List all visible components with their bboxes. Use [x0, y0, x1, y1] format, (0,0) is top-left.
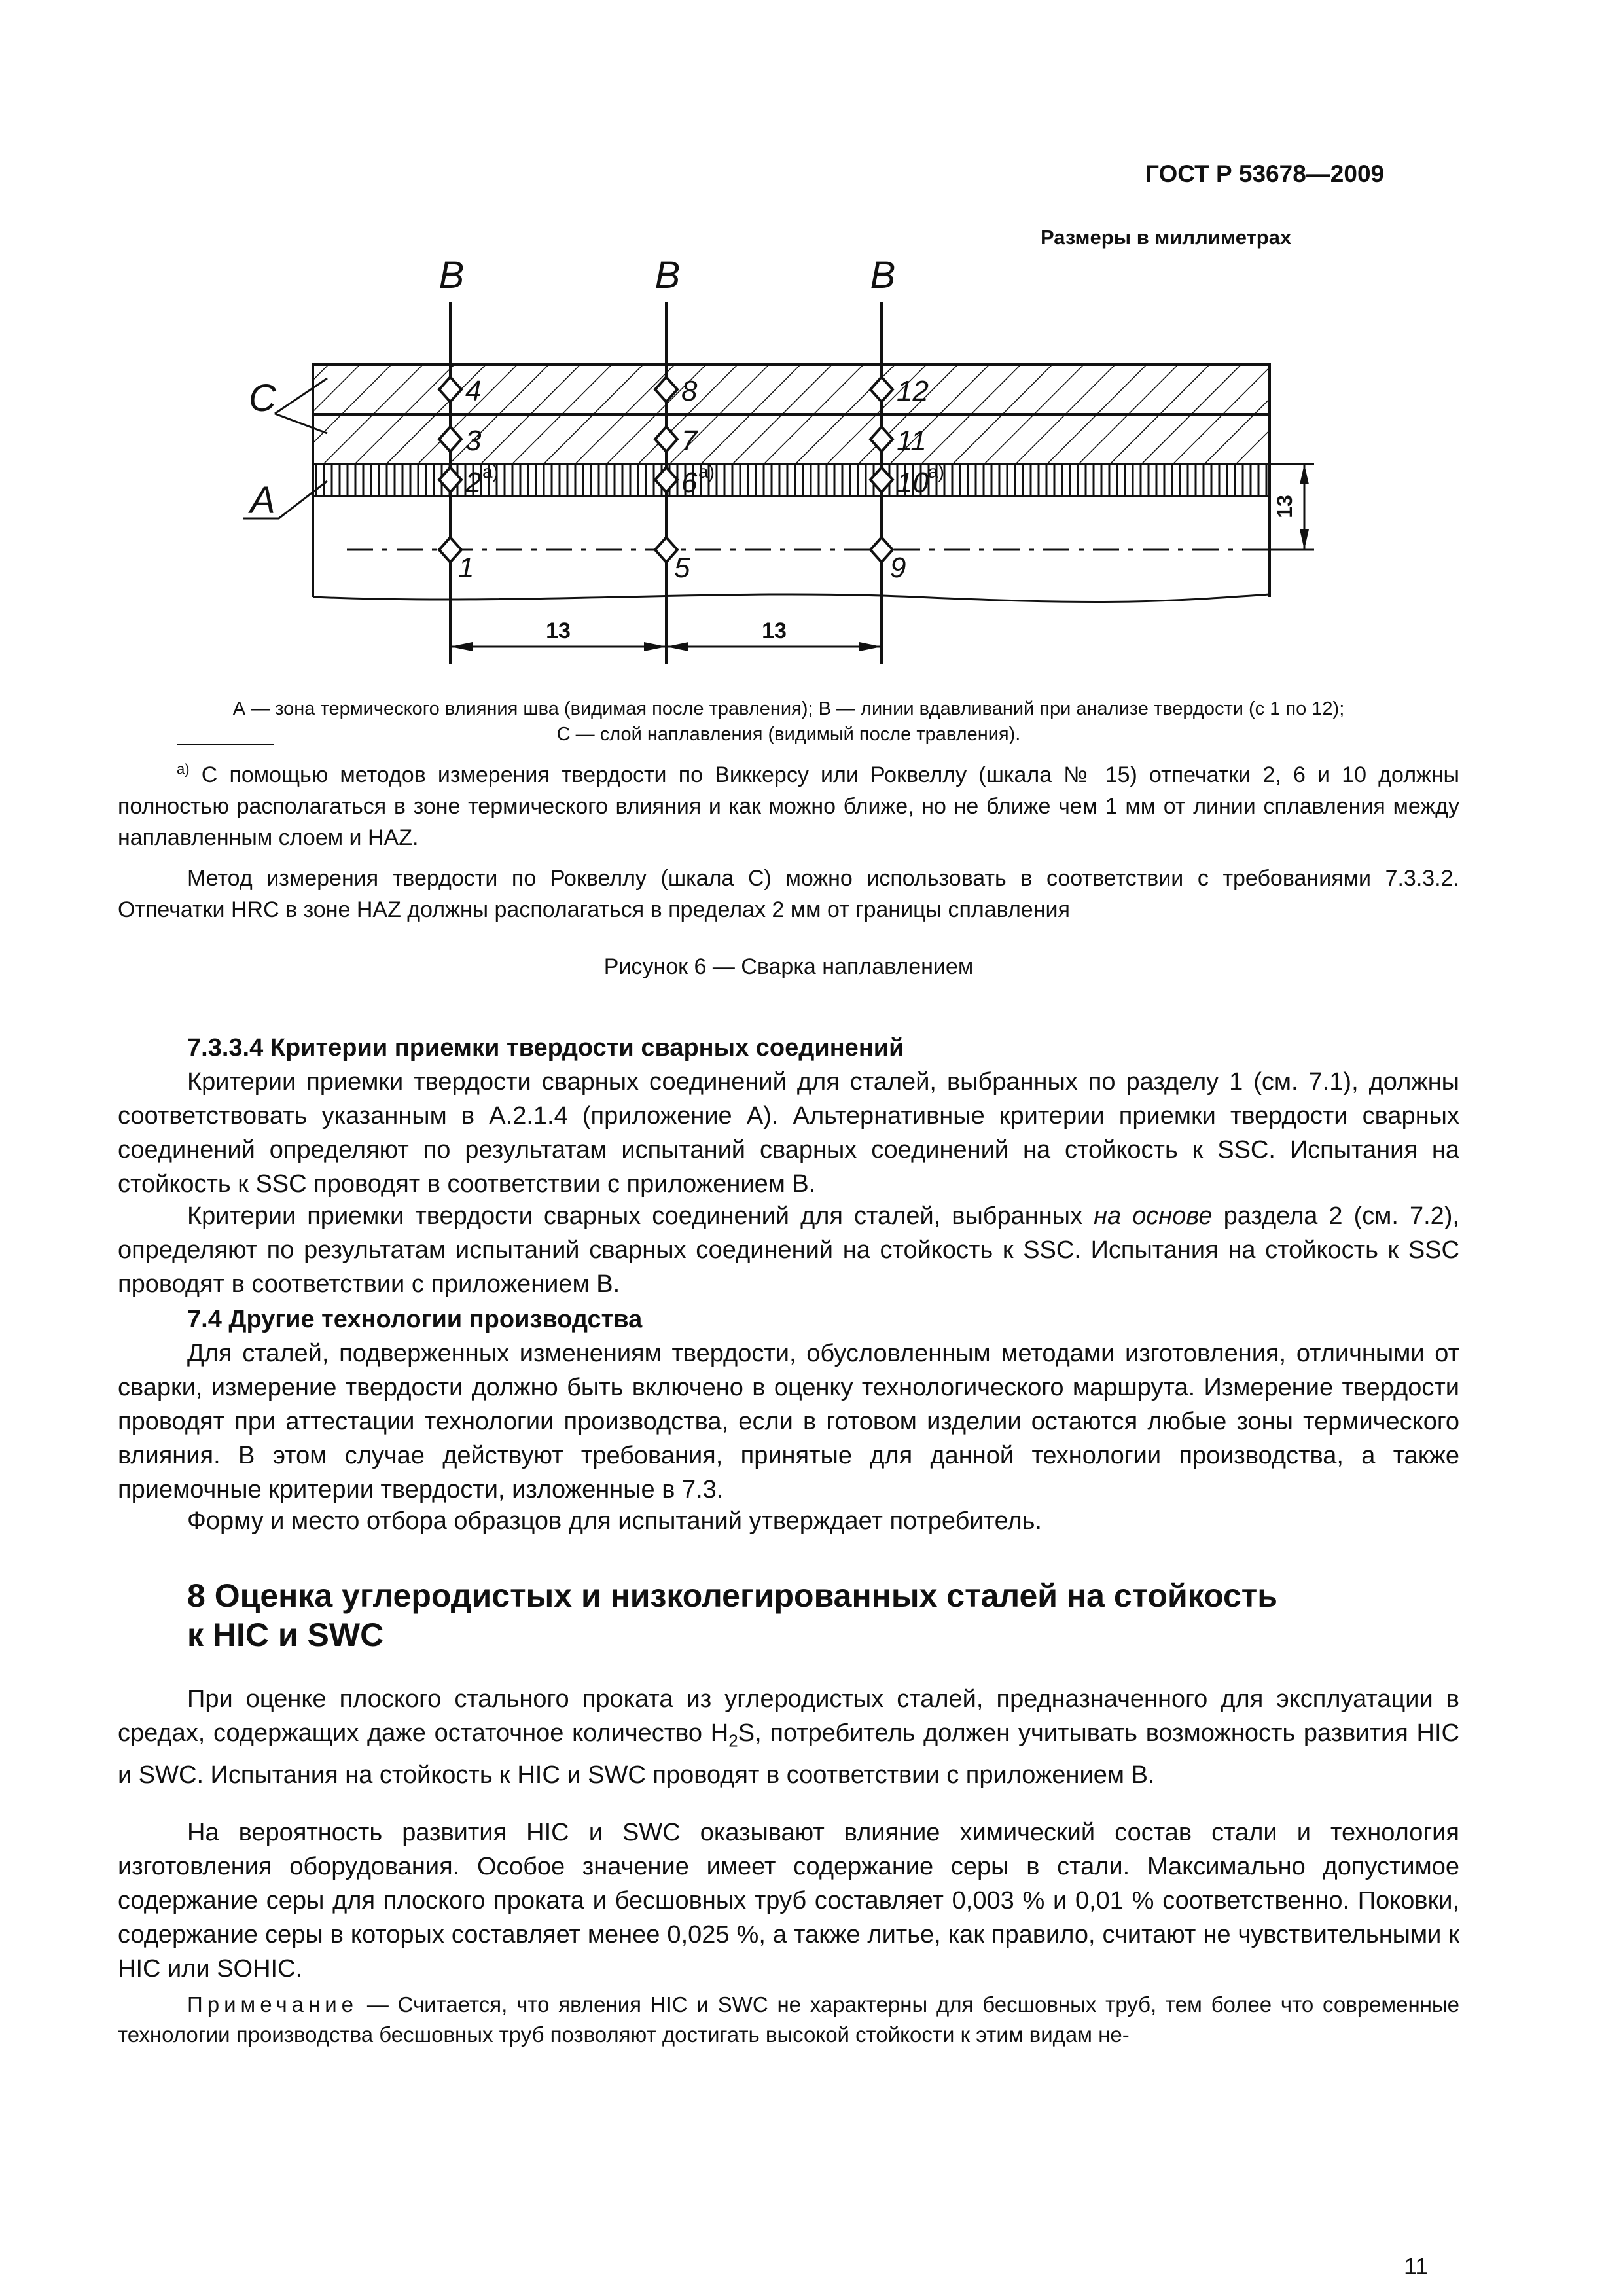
- dimensions-note: Размеры в миллиметрах: [1041, 226, 1292, 249]
- point-label-10: 10: [897, 467, 929, 499]
- paragraph-7-3-3-4-1: Критерии приемки твердости сварных соединений для сталей, выбранных по разделу 1 (см. 7.1), должны соответствовать указанным в А.2.1.4 (приложение А). Альтернативные критерии приемки твердости сварных соединений определяют по результатам испытаний сварных соединений на стойкость к SSC. Испытания на стойкость к SSC проводят в соответствии с приложением В.: [118, 1068, 1459, 1198]
- point-10-footnote-mark: а): [928, 461, 944, 482]
- paragraph-7-3-3-4-2: Критерии приемки твердости сварных соединений для сталей, выбранных на основе раздела 2 (см. 7.2), определяют по результатам испытаний сварных соединений на стойкость к SSC. Испытания на стойкость к SSC проводят в соответствии с приложением В.: [118, 1202, 1459, 1298]
- footnote-text: С помощью методов измерения твердости по Виккерсу или Роквеллу (шкала № 15) отпечатки 2, 6 и 10 должны полностью располагаться в зоне термического влияния и как можно ближе, но не ближе чем 1 мм от линии сплавления между наплавленным слоем и HAZ.: [118, 762, 1459, 850]
- base-metal-break-line: [313, 594, 1270, 602]
- point-label-3: 3: [465, 425, 482, 457]
- note-text: — Считается, что явления HIC и SWC не характерны для бесшовных труб, тем более что современные технологии производства бесшовных труб позволяют достигать высокой стойкости к этим видам не-: [118, 1992, 1459, 2047]
- dimension-spacing-2: 13: [762, 619, 787, 643]
- note-paragraph: [118, 1990, 1459, 2050]
- heading-7-3-3-4: 7.3.3.4 Критерии приемки твердости сварных соединений: [187, 1034, 904, 1062]
- standard-number: ГОСТ Р 53678—2009: [1145, 160, 1385, 187]
- point-label-9: 9: [890, 552, 906, 584]
- point-label-2: 2: [465, 467, 482, 499]
- paragraph-8-1: При оценке плоского стального проката из углеродистых сталей, предназначенного для эксплуатации в средах, содержащих даже остаточное количество $H_2S$, потребитель должен учитывать возможность развития HIC и SWC. Испытания на стойкость к HIC и SWC проводят в соответствии с приложением В.: [118, 1685, 1459, 1789]
- figure-footnote: [118, 759, 1459, 853]
- figure-legend-line2: С — слой наплавления (видимый после травления).: [556, 724, 1021, 745]
- line-label-b1: B: [438, 254, 465, 296]
- layer-label-a: A: [250, 479, 276, 522]
- dimension-depth: 13: [1273, 495, 1296, 518]
- point-label-8: 8: [681, 375, 698, 407]
- page-number: 11: [1404, 2253, 1429, 2280]
- figure-legend-line1: А — зона термического влияния шва (видимая после травления); В — линии вдавливаний при анализе твердости (с 1 по 12);: [232, 698, 1345, 719]
- point-label-1: 1: [458, 552, 474, 584]
- point-6-footnote-mark: а): [698, 461, 715, 482]
- point-2-footnote-mark: а): [482, 461, 499, 482]
- dimension-spacing-1: 13: [546, 619, 571, 643]
- paragraph-7-4-2: Форму и место отбора образцов для испытаний утверждает потребитель.: [187, 1507, 1042, 1535]
- point-label-5: 5: [674, 552, 690, 584]
- note-label: Примечание: [187, 1992, 359, 2017]
- layer-label-c: C: [249, 377, 276, 420]
- footnote-marker: а): [177, 761, 190, 778]
- paragraph-7-4-1: Для сталей, подверженных изменениям твердости, обусловленным методами изготовления, отличными от сварки, измерение твердости должно быть включено в оценку технологического маршрута. Измерение твердости проводят при аттестации технологии производства, если в готовом изделии остаются любые зоны термического влияния. В этом случае действуют требования, принятые для данной технологии производства, а также приемочные критерии твердости, изложенные в 7.3.: [118, 1340, 1459, 1503]
- point-label-7: 7: [681, 425, 698, 457]
- line-label-b3: B: [870, 254, 896, 296]
- point-label-6: 6: [681, 467, 698, 499]
- hardness-test-figure: [0, 0, 1623, 733]
- heading-7-4: 7.4 Другие технологии производства: [187, 1306, 643, 1333]
- indent-9-diamond: [870, 537, 893, 562]
- paragraph-8-2: На вероятность развития HIC и SWC оказывают влияние химический состав стали и технология изготовления оборудования. Особое значение имеет содержание серы в стали. Максимально допустимое содержание серы для плоского проката и бесшовных труб составляет 0,003 % и 0,01 % соответственно. Поковки, содержание серы в которых составляет менее 0,025 %, а также литье, как правило, считают не чувствительными к HIC или SOHIC.: [118, 1819, 1459, 1982]
- line-label-b2: B: [654, 254, 681, 296]
- footnote-separator: [177, 744, 274, 745]
- point-label-12: 12: [897, 375, 929, 407]
- figure-caption: Рисунок 6 — Сварка наплавлением: [603, 954, 974, 979]
- method-note: Метод измерения твердости по Роквеллу (шкала С) можно использовать в соответствии с требованиями 7.3.3.2. Отпечатки HRC в зоне HAZ должны располагаться в пределах 2 мм от границы сплавления: [118, 866, 1459, 922]
- point-label-11: 11: [897, 425, 927, 457]
- point-label-4: 4: [465, 375, 482, 407]
- heading-section-8: 8 Оценка углеродистых и низколегированных сталей на стойкость к HIC и SWC: [187, 1577, 1278, 1653]
- layer-a-leader: [279, 481, 327, 518]
